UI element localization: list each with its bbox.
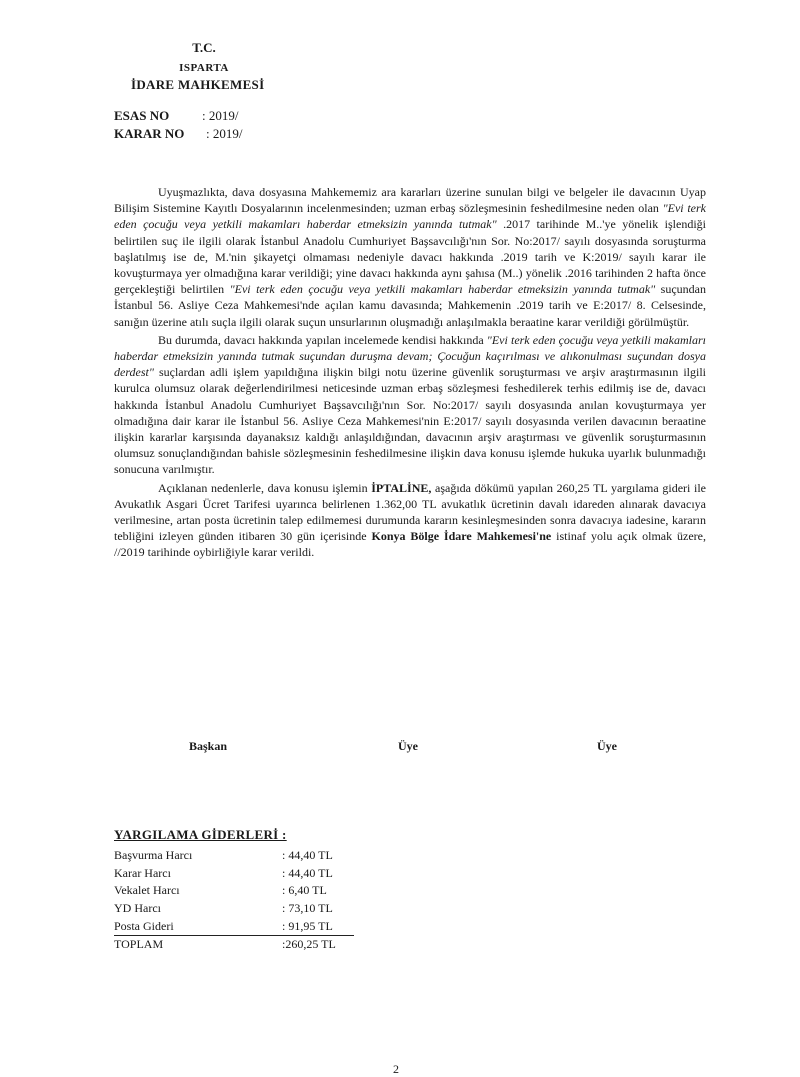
signature-uye-2: Üye: [597, 739, 617, 753]
cost-value: : 44,40 TL: [282, 848, 333, 863]
esas-row: [114, 107, 242, 125]
cost-row: [114, 900, 354, 918]
header-tc: T.C.: [192, 40, 216, 55]
text-run: İPTALİNE,: [371, 480, 432, 495]
esas-label: ESAS NO: [114, 108, 170, 123]
text-run: Konya Bölge İdare Mahkemesi'ne: [371, 529, 552, 544]
cost-value: : 91,95 TL: [282, 918, 333, 933]
cost-label: Karar Harcı: [114, 865, 171, 880]
paragraph-1: [114, 184, 706, 330]
text-run: suçundan İstanbul 56. Asliye Ceza Mahkemesi'nde açılan kamu davasında; Mahkemenin .2019 tarih ve E:2017/ 8. Celsesinde, sanığın üzerine atılı suçla ilgili olarak suçun unsurlarının oluşmadığı anlaşılmakla beraatine karar verildiği görülmüştür.: [114, 282, 706, 329]
signature-uye-1: Üye: [398, 739, 418, 753]
cost-row: [114, 917, 354, 935]
text-run: .2017 tarihinde M..'ye yönelik işlendiği belirtilen suç ile ilgili olarak İstanbul Anadolu Cumhuriyet Başsavcılığı'nın Sor. No:2017/ sayılı dosyasında soruşturma başlatılmış ise de, M.'nin şikayetçi olmaması nedeniyle davacı hakkında .2019 tarih ve K:2019/ sayılı karar ile kovuşturmaya yer olmadığına karar verildiği; yine davacı hakkında aynı şahısa (M..) yönelik .2016 tarihinden 2 hafta önce gerçekleştiği belirtilen: [114, 217, 706, 297]
paragraph-3: [114, 480, 706, 561]
text-run: Bu durumda, davacı hakkında yapılan incelemede kendisi hakkında: [158, 332, 487, 347]
text-run: "Evi terk eden çocuğu veya yetkili makamları haberdar etmeksizin yanında tutmak": [114, 201, 706, 232]
header-city: ISPARTA: [179, 62, 229, 74]
text-run: aşağıda dökümü yapılan 260,25 TL yargılama gideri ile Avukatlık Asgari Ücret Tarifesi uyarınca belirlenen 1.362,00 TL avukatlık ücretinin davalı idareden alınarak davacıya verilmesine, artan posta ücretinin talep edilmemesi durumunda kararın kesinleşmesinden sonra davacıya iadesine, kararın tebliğini izleyen günden itibaren 30 gün içerisinde: [114, 480, 706, 544]
cost-value: : 6,40 TL: [282, 883, 327, 898]
costs-total-row: [114, 935, 354, 954]
esas-value: : 2019/: [202, 108, 239, 123]
cost-label: Posta Gideri: [114, 918, 174, 933]
cost-value: : 44,40 TL: [282, 865, 333, 880]
case-numbers: [114, 107, 242, 143]
karar-value: : 2019/: [206, 126, 243, 141]
signature-baskan: Başkan: [189, 739, 228, 753]
text-run: istinaf yolu açık olmak üzere, //2019 tarihinde oybirliğiyle karar verildi.: [114, 529, 706, 560]
header-court: İDARE MAHKEMESİ: [131, 77, 265, 92]
page-number: 2: [393, 1062, 399, 1076]
cost-value: : 73,10 TL: [282, 901, 333, 916]
cost-label: YD Harcı: [114, 901, 161, 916]
text-run: suçlardan adli işlem yapıldığına ilişkin bilgi notu üzerine güvenlik soruşturması ve arşiv araştırmasının ilgili kurulca olumsuz olarak değerlendirilmesi neticesinde uzman erbaş sözleşmesi feshedilerek terhis edilmiş ise de, davacı hakkında İstanbul Anadolu Cumhuriyet Başsavcılığı'nın Sor. No:2017/ sayılı dosyasında anılan kovuşturmaya yer olmadığına dair karar ile İstanbul 56. Asliye Ceza Mahkemesi'nin E:2017/ sayılı dosyasında verilen davacının beraatine ilişkin kararlar karşısında dayanaksız kaldığı anlaşıldığından, davacının arşiv araştırması ve güvenlik soruşturmasının olumsuz sonuçlandığından bahisle sözleşmesinin feshedilmesine ilişkin dava konusu işlemde hukuka uyarlık bulunmadığı sonucuna varılmıştır.: [114, 365, 706, 477]
karar-row: [114, 125, 242, 143]
cost-label: Başvurma Harcı: [114, 848, 193, 863]
text-run: "Evi terk eden çocuğu veya yetkili makamları haberdar etmeksizin yanında tutmak": [229, 282, 656, 297]
text-run: "Evi terk eden çocuğu veya yetkili makamları haberdar etmeksizin yanında tutmak suçundan duruşma devam; Çocuğun kaçırılması ve alıkonulması suçundan dosya derdest": [114, 332, 707, 380]
court-header: [114, 40, 314, 93]
costs-title: YARGILAMA GİDERLERİ :: [114, 827, 287, 842]
cost-row: [114, 847, 354, 865]
costs-table: [114, 827, 354, 954]
karar-label: KARAR NO: [114, 126, 185, 141]
text-run: Uyuşmazlıkta, dava dosyasına Mahkememiz ara kararları üzerine sunulan bilgi ve belgeler ile davacının Uyap Bilişim Sistemine Kayıtlı Dosyalarının incelenmesinden; uzman erbaş sözleşmesinin feshedilmesine neden olan: [114, 185, 706, 216]
paragraph-2: [114, 332, 706, 478]
cost-row: [114, 865, 354, 883]
text-run: Açıklanan nedenlerle, dava konusu işlemin: [158, 480, 372, 495]
costs-total-label: TOPLAM: [114, 937, 164, 952]
decision-body: [114, 184, 706, 561]
costs-total-value: :260,25 TL: [282, 937, 336, 952]
cost-label: Vekalet Harcı: [114, 883, 180, 898]
costs-rows: [114, 847, 354, 935]
cost-row: [114, 882, 354, 900]
